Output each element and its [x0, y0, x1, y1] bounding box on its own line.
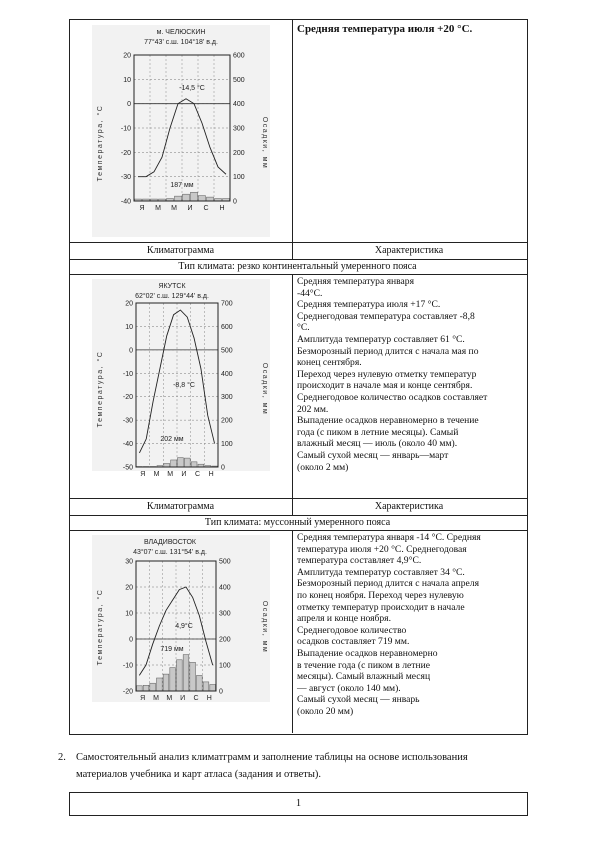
precip-bar [170, 668, 176, 691]
characteristic-line: Средняя температура января [297, 276, 415, 287]
section2-header-right: Характеристика [374, 245, 444, 256]
tick-label-right: 300 [219, 610, 231, 618]
characteristic-line: происходит в начале мая и конце сентября. [297, 380, 473, 392]
tick-label-right: 400 [221, 370, 233, 378]
chart-precip-total-label: 187 мм [170, 182, 194, 189]
precip-bar [197, 675, 203, 691]
tick-label-right: 500 [221, 347, 233, 355]
month-label: М [155, 205, 161, 212]
month-label: Я [140, 471, 146, 478]
task-item-number: 2. [58, 752, 66, 763]
characteristic-line: влажный месяц — июль (около 40 мм). [297, 438, 458, 450]
climatogram-vladivostok [92, 535, 270, 702]
tick-label-right: 300 [221, 394, 233, 402]
task-item-text-line1: Самостоятельный анализ климатграмм и заполнение таблицы на основе использования [76, 752, 468, 763]
tick-label-left: 20 [123, 52, 131, 60]
tick-label-right: 500 [233, 76, 245, 84]
precip-bar [190, 662, 196, 691]
precip-bar [199, 196, 206, 201]
tick-label-left: 0 [127, 101, 131, 109]
characteristic-line: года (с пиком в летние месяцы). Самый [297, 426, 459, 438]
chart-coords: 43°07' с.ш. 131°54' в.д. [133, 549, 207, 556]
month-label: М [166, 695, 173, 702]
characteristic-line: 202 мм. [297, 403, 329, 415]
tick-label-right: 0 [221, 464, 225, 472]
precip-bar [164, 463, 170, 467]
characteristic-line: °С. [297, 322, 310, 334]
precip-bar [184, 458, 190, 467]
chart-ylabel-left: Температура, °C [97, 350, 104, 428]
precip-bar [143, 685, 149, 691]
section3-header-right: Характеристика [374, 501, 444, 512]
task-item-text-line2: материалов учебника и карт атласа (задания и ответы). [76, 769, 322, 780]
month-label: И [180, 695, 186, 702]
characteristic-line: Среднегодовое количество [297, 624, 407, 636]
month-label: Н [206, 695, 212, 702]
tick-label-right: 0 [233, 198, 237, 206]
precip-bar [150, 683, 156, 691]
month-label: С [193, 695, 199, 702]
table-divider-6 [69, 530, 528, 531]
tick-label-right: 400 [219, 584, 231, 592]
tick-label-left: -40 [122, 441, 133, 449]
tick-label-right: 500 [219, 558, 231, 566]
precip-bar [178, 458, 184, 467]
precip-bar [191, 192, 198, 201]
climatogram-vladivostok-svg [92, 535, 270, 702]
precip-bar [177, 660, 183, 691]
tick-label-right: 200 [233, 149, 245, 157]
table-divider-3 [69, 274, 528, 275]
table-divider-5 [69, 515, 528, 516]
tick-label-left: 0 [129, 636, 133, 644]
chart-ylabel-left: Температура, °C [97, 104, 104, 182]
chart-station-title: м. ЧЕЛЮСКИН [156, 29, 206, 36]
tick-label-left: 0 [129, 347, 133, 355]
characteristic-line: осадков составляет 719 мм. [297, 636, 410, 648]
tick-label-left: 30 [125, 558, 133, 566]
precip-bar [207, 197, 214, 201]
chart-ylabel-right: Осадки, мм [261, 362, 268, 416]
chart-precip-total-label: 202 мм [160, 436, 184, 443]
characteristic-line: Безморозный период длится с начала мая по [297, 345, 479, 357]
tick-label-right: 400 [233, 101, 245, 109]
characteristic-line: в течение года (с пиком в летние [297, 659, 430, 671]
characteristic-line: Средняя температура января -14 °С. Средняя [297, 532, 481, 543]
characteristic-line: Амплитуда температур составляет 34 °С. [297, 566, 465, 578]
characteristic-line: конец сентября. [297, 357, 362, 369]
tick-label-right: 300 [233, 125, 245, 133]
tick-label-left: 10 [123, 76, 131, 84]
characteristic-line: температура июля +20 °С. Среднегодовая [297, 543, 467, 555]
climatogram-cheluskin [92, 25, 270, 237]
chart-precip-total-label: 719 мм [160, 646, 184, 653]
precip-bar [163, 674, 169, 691]
chart-avg-temp-label: -14,5 °C [179, 85, 205, 92]
precip-bar [157, 678, 163, 691]
month-label: Я [139, 205, 145, 212]
chart-ylabel-left: Температура, °C [97, 588, 104, 666]
precip-bar [191, 462, 197, 467]
characteristic-line: Переход через нулевую отметку температур [297, 368, 477, 380]
tick-label-left: -40 [120, 198, 131, 206]
chart-ylabel-right: Осадки, мм [261, 600, 268, 654]
characteristic-line: — август (около 140 мм). [297, 682, 401, 694]
tick-label-left: -10 [122, 370, 133, 378]
month-label: М [153, 695, 159, 702]
precip-bar [171, 460, 177, 467]
month-label: И [181, 471, 187, 478]
tick-label-left: -20 [122, 688, 133, 696]
month-label: С [194, 471, 201, 478]
chart-coords: 77°43' с.ш. 104°18' в.д. [144, 39, 218, 46]
climatogram-cheluskin-svg [92, 25, 270, 237]
section2-header-left: Климатограмма [146, 245, 215, 256]
month-label: С [203, 205, 209, 212]
section3-climate-type: Тип климата: муссонный умеренного пояса [204, 517, 391, 528]
characteristic-line: отметку температур происходит в начале [297, 601, 465, 613]
table-divider-vertical-5 [292, 530, 293, 733]
precip-bar [183, 194, 190, 201]
section2-characteristic [297, 276, 523, 473]
characteristic-line: Выпадение осадков неравномерно [297, 647, 438, 659]
precip-bar [210, 685, 216, 692]
tick-label-left: -50 [122, 464, 133, 472]
characteristic-line: -44°С. [297, 287, 323, 299]
page-number: 1 [295, 798, 302, 809]
tick-label-left: -10 [120, 125, 131, 133]
precip-bar [183, 655, 189, 691]
tick-label-right: 200 [219, 636, 231, 644]
table-divider-vertical-3 [292, 274, 293, 498]
tick-label-left: 10 [125, 323, 133, 331]
characteristic-line: Амплитуда температур составляет 61 °С. [297, 333, 465, 345]
section1-characteristic: Средняя температура июля +20 °С. [297, 23, 473, 35]
tick-label-right: 100 [233, 174, 245, 182]
table-divider-vertical-1 [292, 19, 293, 242]
characteristic-line: Самый сухой месяц — январь—март [297, 449, 449, 461]
section3-characteristic [297, 532, 523, 718]
precip-bar [137, 686, 143, 691]
tick-label-left: 20 [125, 584, 133, 592]
characteristic-line: Безморозный период длится с начала апреля [297, 578, 480, 590]
characteristic-line: (около 2 мм) [297, 461, 349, 473]
tick-label-right: 100 [221, 441, 233, 449]
section3-header-left: Климатограмма [146, 501, 215, 512]
tick-label-left: -30 [120, 174, 131, 182]
month-label: Я [140, 695, 146, 702]
climatogram-yakutsk [92, 279, 270, 478]
tick-label-left: 10 [125, 610, 133, 618]
characteristic-line: Выпадение осадков неравномерно в течение [297, 415, 479, 427]
tick-label-left: 20 [125, 300, 133, 308]
tick-label-right: 700 [221, 300, 233, 308]
month-label: М [171, 205, 177, 212]
precip-bar [203, 682, 209, 691]
tick-label-right: 200 [221, 417, 233, 425]
characteristic-line: по конец ноября. Переход через нулевую [297, 589, 464, 601]
characteristic-line: Среднегодовая температура составляет -8,8 [297, 310, 475, 322]
climatogram-yakutsk-svg [92, 279, 270, 478]
chart-avg-temp-label: -8,8 °C [173, 382, 195, 389]
table-divider-2 [69, 259, 528, 260]
characteristic-line: Средняя температура июля +17 °С. [297, 299, 441, 311]
tick-label-left: -20 [122, 394, 133, 402]
month-label: И [187, 205, 193, 212]
section2-climate-type: Тип климата: резко континентальный умеренного пояса [178, 261, 417, 272]
chart-station-title: ВЛАДИВОСТОК [143, 539, 197, 546]
chart-station-title: ЯКУТСК [158, 283, 186, 290]
characteristic-line: Среднегодовое количество осадков составляет [297, 391, 488, 403]
tick-label-right: 0 [219, 688, 223, 696]
month-label: Н [208, 471, 214, 478]
tick-label-left: -10 [122, 662, 133, 670]
characteristic-line: температура составляет 4,9°С. [297, 555, 422, 567]
precip-bar [175, 196, 182, 201]
table-divider-4 [69, 498, 528, 499]
tick-label-right: 600 [233, 52, 245, 60]
month-label: М [153, 471, 160, 478]
month-label: М [167, 471, 174, 478]
table-divider-1 [69, 242, 528, 243]
chart-avg-temp-label: 4,9°C [175, 623, 193, 630]
chart-ylabel-right: Осадки, мм [261, 116, 268, 170]
characteristic-line: (около 20 мм) [297, 705, 354, 717]
characteristic-line: месяцы). Самый влажный месяц [297, 671, 431, 683]
tick-label-right: 100 [219, 662, 231, 670]
tick-label-left: -30 [122, 417, 133, 425]
characteristic-line: Самый сухой месяц — январь [297, 694, 420, 706]
chart-coords: 62°02' с.ш. 129°44' в.д. [135, 293, 209, 300]
characteristic-line: апреля и конце ноября. [297, 613, 391, 625]
month-label: Н [219, 205, 225, 212]
tick-label-left: -20 [120, 149, 131, 157]
tick-label-right: 600 [221, 323, 233, 331]
